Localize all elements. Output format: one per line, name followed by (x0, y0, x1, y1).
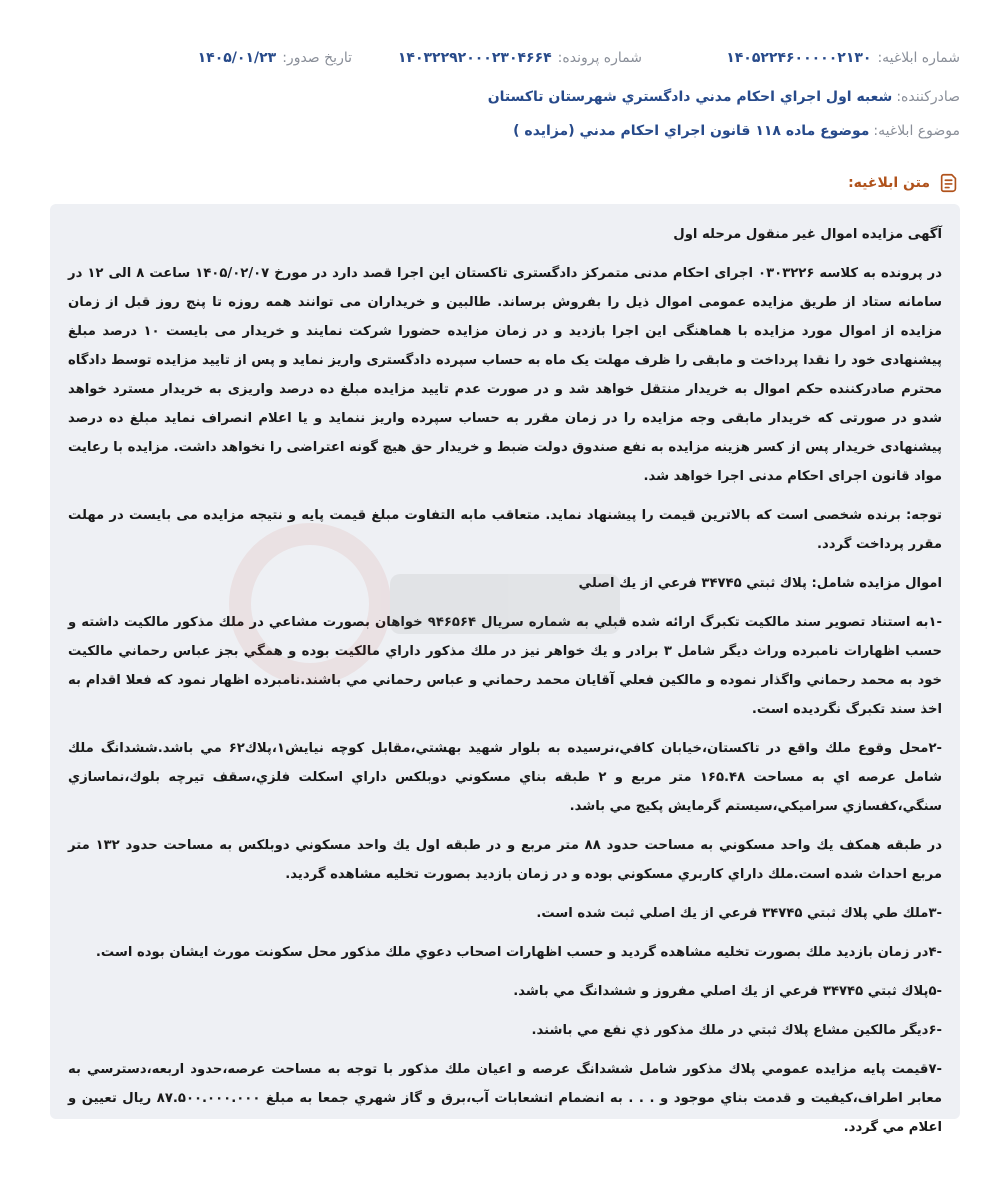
notice-paragraph: -۵پلاك ثبتي ۳۴۷۴۵ فرعي از يك اصلي مفروز و ششدانگ مي باشد. (513, 984, 942, 999)
notice-text-title: متن ابلاغیه: (848, 175, 930, 191)
notice-number-label: شماره ابلاغيه: (877, 50, 960, 66)
issue-date-value: ۱۴۰۵/۰۱/۲۳ (197, 50, 277, 66)
notice-paragraph: -۷قيمت پايه مزايده عمومي پلاك مذكور شامل ششدانگ عرصه و اعيان ملك مذكور با توجه به مساحت عرصه،حدود اربعه،دسترسي به معابر اطراف،كيفيت و قدمت بناي موجود و . . . به انضمام انشعابات آب،برق و گاز شهري جمعا به مبلغ ۸۷.۵۰۰.۰۰۰.۰۰۰ ريال تعيين و اعلام مي گردد. (68, 1062, 942, 1135)
notice-paragraph: -۲محل وقوع ملك واقع در تاكستان،خيابان كافي،نرسيده به بلوار شهيد بهشتي،مقابل كوچه نيايش۱،پلاك۶۲ مي باشد.ششدانگ ملك شامل عرصه اي به مساحت ۱۶۵.۴۸ متر مربع و ۲ طبقه بناي مسكوني دوبلكس داراي اسكلت فلزي،سقف تيرچه بلوك،نماسازي سنگي،كفسازي سراميكي،سيستم گرمايش پكيج مي باشد. (68, 741, 942, 814)
notice-paragraph: آگهی مزایده اموال غیر منقول مرحله اول (673, 227, 942, 242)
notice-paragraph: -۳ملك طي پلاك ثبتي ۳۴۷۴۵ فرعي از يك اصلي ثبت شده است. (536, 906, 942, 921)
notice-number (642, 46, 960, 70)
issuer-line (40, 85, 960, 109)
notice-paragraph: -۴در زمان بازديد ملك بصورت تخليه مشاهده گرديد و حسب اظهارات اصحاب دعوي ملك مذكور محل سكونت مورث ايشان بوده است. (95, 945, 942, 960)
notice-body (50, 204, 960, 1135)
issue-date-label: تاريخ صدور: (282, 50, 352, 66)
notice-meta-row (40, 46, 960, 70)
issuer-label: صادرکننده: (896, 89, 960, 105)
case-number-value: ۱۴۰۳۲۲۹۲۰۰۰۲۳۰۴۶۶۴ (397, 50, 552, 66)
notice-paragraph: -۶ديگر مالكين مشاع پلاك ثبتي در ملك مذكور ذي نفع مي باشند. (531, 1023, 942, 1038)
case-number-label: شماره پرونده: (557, 50, 642, 66)
notice-paragraph: -۱به استناد تصوير سند مالكيت تكبرگ ارائه شده قبلي به شماره سريال ۹۴۶۵۶۴ خواهان بصورت مشاعي در ملك مذكور مالكيت داشته و حسب اظهارات نامبرده وراث ديگر شامل ۳ برادر و يك خواهر نيز در ملك مذكور داراي مالكيت بوده و همگي بجز عباس رحماني مالكيت خود به محمد رحماني واگذار نموده و مالكين فعلي آقايان محمد رحماني و عباس رحماني مي باشند.نامبرده اظهار نمود كه فعلا اقدام به اخذ سند تكبرگ نگرديده است. (68, 615, 943, 717)
notice-paragraph: توجه: برنده شخصی است که بالاترین قیمت را پیشنهاد نماید. متعاقب مابه التفاوت مبلغ قیمت پایه و نتیجه مزایده می بایست در مهلت مقرر پرداخت گردد. (68, 508, 942, 552)
issuer-value: شعبه اول اجراي احكام مدني دادگستري شهرستان تاكستان (487, 89, 893, 105)
case-number (352, 46, 642, 70)
subject-value: موضوع ماده ۱۱۸ قانون اجراي احكام مدني (مزايده ) (513, 123, 870, 139)
notice-paragraph: در طبقه همكف يك واحد مسكوني به مساحت حدود ۸۸ متر مربع و در طبقه اول يك واحد مسكوني دوبلكس به مساحت حدود ۱۳۲ متر مربع احداث شده است.ملك داراي كاربري مسكوني بوده و در زمان بازديد بصورت تخليه مشاهده گرديد. (68, 838, 942, 882)
issue-date (198, 46, 352, 70)
subject-label: موضوع ابلاغيه: (873, 123, 960, 139)
note-icon (938, 172, 960, 194)
subject-line (40, 119, 960, 143)
notice-text-heading (848, 170, 960, 196)
notice-paragraph: در پرونده به کلاسه ۰۳۰۳۲۲۶ اجرای احکام مدنی متمرکز دادگستری تاکستان این اجرا قصد دارد در مورخ ۱۴۰۵/۰۲/۰۷ ساعت ۸ الی ۱۲ در سامانه ستاد از طریق مزایده عمومی اموال ذیل را بفروش برساند. طالبین و خریداران می توانند همه روزه تا پنج روز قبل از زمان مزایده از اموال مورد مزایده با هماهنگی این اجرا بازدید و در زمان مزایده حضورا شرکت نمایند و خریدار می بایست ۱۰ درصد مبلغ پیشنهادی خود را نقدا پرداخت و مابقی را ظرف مهلت یک ماه به حساب سپرده دادگستری واریز نماید و پس از تایید مزایده توسط دادگاه محترم صادرکننده حکم اموال به خریدار منتقل خواهد شد و در صورت عدم تایید مزایده مبلغ ده درصد واریزی به خریدار مسترد خواهد شدو در صورتی که خریدار مابقی وجه مزایده را در زمان مقرر به حساب سپرده واریز ننماید و یا اعلام انصراف نماید مبلغ ده درصد پیشنهادی خریدار پس از کسر هزینه مزایده به نفع صندوق دولت ضبط و خریدار حق هیچ گونه اعتراضی را نخواهد داشت. مزایده با رعایت مواد قانون اجرای احکام مدنی اجرا خواهد شد. (68, 266, 943, 484)
notice-number-value: ۱۴۰۵۲۲۴۶۰۰۰۰۰۲۱۳۰ (726, 50, 872, 66)
notice-paragraph: اموال مزایده شامل: پلاك ثبتي ۳۴۷۴۵ فرعي از يك اصلي (578, 576, 942, 591)
